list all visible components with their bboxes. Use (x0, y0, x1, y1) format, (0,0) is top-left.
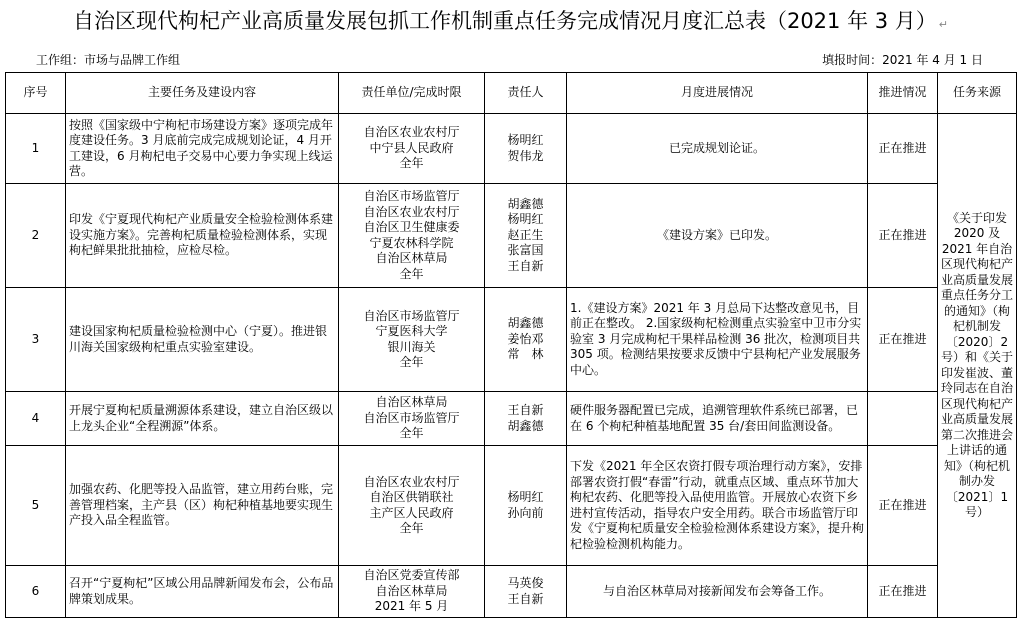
work-group-label: 工作组：市场与品牌工作组 (36, 53, 181, 67)
row-units: 自治区林草局 自治区市场监管厅 全年 (339, 392, 485, 446)
row-persons: 胡鑫德 杨明红 赵正生 张富国 王自新 (485, 184, 567, 288)
row-status: 正在推进 (868, 446, 938, 566)
row-status: 正在推进 (868, 114, 938, 184)
header-person: 责任人 (485, 73, 567, 114)
row-progress: 《建设方案》已印发。 (567, 184, 868, 288)
row-task: 召开“宁夏枸杞”区域公用品牌新闻发布会，公布品牌策划成果。 (66, 566, 339, 618)
row-task: 加强农药、化肥等投入品监管，建立用药台账，完善管理档案，主产县（区）枸杞种植基地要实现生产投入品全程监管。 (66, 446, 339, 566)
row-persons: 王自新 胡鑫德 (485, 392, 567, 446)
paragraph-mark-icon: ↵ (938, 18, 949, 31)
row-persons: 马英俊 王自新 (485, 566, 567, 618)
table-row (6, 392, 1017, 446)
table-header-row (6, 73, 1017, 114)
row-status (868, 392, 938, 446)
row-units: 自治区农业农村厅 自治区供销联社 主产区人民政府 全年 (339, 446, 485, 566)
row-task: 开展宁夏枸杞质量溯源体系建设，建立自治区级以上龙头企业“全程溯源”体系。 (66, 392, 339, 446)
header-unit: 责任单位/完成时限 (339, 73, 485, 114)
row-progress: 下发《2021 年全区农资打假专项治理行动方案》，安排部署农资打假“春雷”行动，就重点区域、重点环节加大枸杞农药、化肥等投入品使用监管。开展放心农资下乡进村宣传活动，指导农户安全用药。联合市场监管厅印发《宁夏枸杞质量安全检验检测体系建设方案》，提升枸杞检验检测机构能力。 (567, 446, 868, 566)
row-status: 正在推进 (868, 566, 938, 618)
row-task: 印发《宁夏现代枸杞产业质量安全检验检测体系建设实施方案》。完善枸杞质量检验检测体系，实现枸杞鲜果批批抽检，应检尽检。 (66, 184, 339, 288)
table-row (6, 566, 1017, 618)
row-no: 5 (6, 446, 66, 566)
row-status: 正在推进 (868, 184, 938, 288)
report-time: 填报时间：2021 年 4 月 1 日 (822, 53, 983, 67)
row-units: 自治区党委宣传部 自治区林草局 2021 年 5 月 (339, 566, 485, 618)
row-progress: 硬件服务器配置已完成，追溯管理软件系统已部署，已在 6 个枸杞种植基地配置 35 台/套田间监测设备。 (567, 392, 868, 446)
table-row (6, 114, 1017, 184)
row-no: 1 (6, 114, 66, 184)
row-units: 自治区农业农村厅 中宁县人民政府 全年 (339, 114, 485, 184)
row-units: 自治区市场监管厅 宁夏医科大学 银川海关 全年 (339, 288, 485, 392)
row-task: 建设国家枸杞质量检验检测中心（宁夏）。推进银川海关国家级枸杞重点实验室建设。 (66, 288, 339, 392)
row-progress: 与自治区林草局对接新闻发布会筹备工作。 (567, 566, 868, 618)
row-persons: 杨明红 贺伟龙 (485, 114, 567, 184)
header-task: 主要任务及建设内容 (66, 73, 339, 114)
page-title: 自治区现代枸杞产业高质量发展包抓工作机制重点任务完成情况月度汇总表（2021 年 3 月） ↵ (72, 9, 949, 33)
header-status: 推进情况 (868, 73, 938, 114)
header-source: 任务来源 (938, 73, 1017, 114)
row-no: 6 (6, 566, 66, 618)
row-persons: 杨明红 孙向前 (485, 446, 567, 566)
header-no: 序号 (6, 73, 66, 114)
row-units: 自治区市场监管厅 自治区农业农村厅 自治区卫生健康委 宁夏农林科学院 自治区林草局 全年 (339, 184, 485, 288)
row-no: 4 (6, 392, 66, 446)
row-task: 按照《国家级中宁枸杞市场建设方案》逐项完成年度建设任务。3 月底前完成完成规划论证，4 月开工建设，6 月枸杞电子交易中心要力争实现上线运营。 (66, 114, 339, 184)
table-row (6, 184, 1017, 288)
row-persons: 胡鑫德 姜怡邓 常 林 (485, 288, 567, 392)
row-progress: 1.《建设方案》2021 年 3 月总局下达整改意见书，目前正在整改。 2.国家级枸杞检测重点实验室中卫市分实验室 3 月完成枸杞干果样品检测 36 批次，检测项目共 305 项。检测结果按要求反馈中宁县枸杞产业发展服务中心。 (567, 288, 868, 392)
row-no: 2 (6, 184, 66, 288)
task-source: 《关于印发 2020 及 2021 年自治区现代枸杞产业高质量发展重点任务分工的通知》（枸杞机制发〔2020〕2 号）和《关于印发崔波、董玲同志在自治区现代枸杞产业高质量发展第二次推进会上讲话的通知》（枸杞机制办发〔2021〕1 号） (938, 114, 1017, 618)
row-no: 3 (6, 288, 66, 392)
summary-table (5, 72, 1017, 618)
table-row (6, 288, 1017, 392)
table-row (6, 446, 1017, 566)
row-status: 正在推进 (868, 288, 938, 392)
row-progress: 已完成规划论证。 (567, 114, 868, 184)
header-progress: 月度进展情况 (567, 73, 868, 114)
